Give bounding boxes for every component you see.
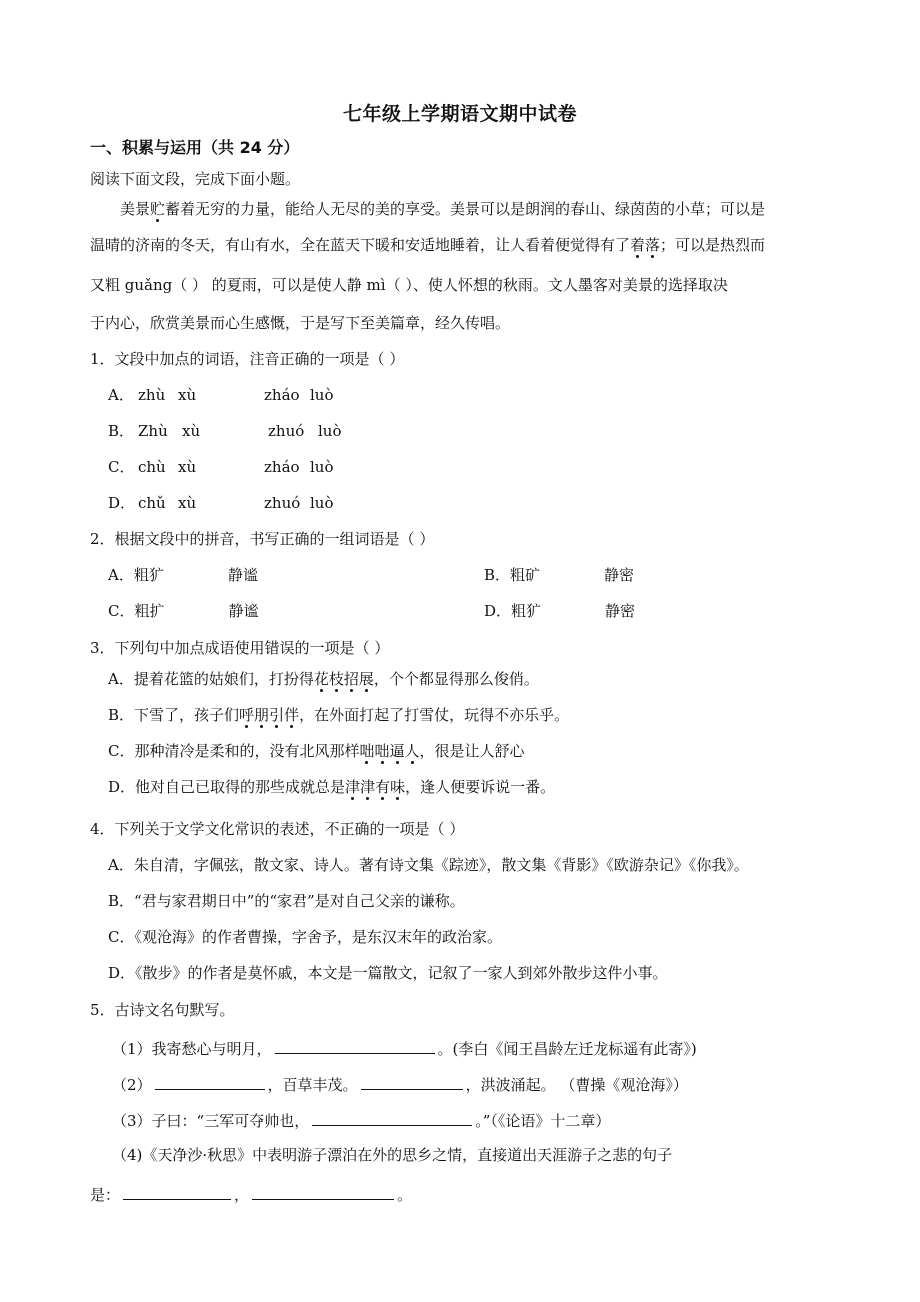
pinyin: luò: [310, 386, 334, 404]
pinyin: luò: [318, 422, 342, 440]
reading-instruction: 阅读下面文段，完成下面小题。: [90, 170, 301, 188]
option-label: B．: [484, 566, 511, 584]
pinyin: xù: [182, 422, 201, 440]
q3-option-c: [108, 744, 525, 759]
q5-item-2: [112, 1074, 688, 1093]
q2-option-c: [108, 604, 259, 619]
q5-item-3: [112, 1110, 610, 1129]
dotted-char: 招: [343, 670, 359, 688]
dotted-char: 逼: [389, 742, 405, 760]
option-text: ，逢人便要诉说一番。: [405, 778, 556, 796]
option-text: B．下雪了，孩子们: [108, 706, 240, 724]
dotted-char: 朋: [254, 706, 270, 724]
question-4-stem: 4．下列关于文学文化常识的表述，不正确的一项是（ ）: [90, 820, 465, 838]
option-label: D．: [484, 602, 512, 620]
q1-option-c: [108, 460, 334, 475]
q4-option-d: D．《散步》的作者是莫怀戚，本文是一篇散文，记叙了一家人到郊外散步这件小事。: [108, 964, 668, 982]
pinyin: zhuó: [268, 422, 305, 440]
passage-line-4: 于内心，欣赏美景而心生感慨，于是写下至美篇章，经久传唱。: [90, 314, 511, 332]
q5-item-4-line-1: （4)《天净沙·秋思》中表明游子漂泊在外的思乡之情，直接道出天涯游子之悲的句子: [112, 1146, 673, 1164]
option-text: ，很是让人舒心: [419, 742, 525, 760]
passage-text: 着无穷的力量，能给人无尽的美的享受。美景可以是朗润的春山、绿茵茵的小草；可以是: [180, 200, 766, 218]
dotted-char: 味: [390, 778, 406, 796]
option-word: 静密: [604, 566, 635, 584]
option-text: C．那种清冷是柔和的，没有北风那样: [108, 742, 360, 760]
option-label: A．: [108, 566, 134, 584]
option-word: 静谧: [227, 566, 258, 584]
passage-line-2: [90, 238, 765, 253]
pinyin: xù: [178, 386, 197, 404]
answer-blank[interactable]: [275, 1038, 435, 1054]
q3-option-d: [108, 780, 555, 795]
q1-option-d: [108, 496, 334, 511]
dotted-char: 展: [358, 670, 374, 688]
answer-blank[interactable]: [312, 1110, 472, 1126]
question-2-stem: 2．根据文段中的拼音，书写正确的一组词语是（ ）: [90, 530, 435, 548]
item-text: 。”（《论语》十二章）: [475, 1112, 611, 1130]
item-text: 。(李白《闻王昌龄左迁龙标遥有此寄》): [437, 1040, 697, 1058]
pinyin: chǔ: [138, 494, 166, 512]
dotted-char: 着: [630, 236, 646, 254]
passage-line-1: [120, 202, 765, 217]
dotted-char: 咄: [359, 742, 375, 760]
passage-text: 温晴的济南的冬天，有山有水，全在蓝天下暖和安适地睡着，让人看着便觉得有了: [90, 236, 631, 254]
pinyin: xù: [178, 458, 197, 476]
option-word: 粗犷: [133, 566, 164, 584]
answer-blank[interactable]: [155, 1074, 265, 1090]
q5-item-1: [112, 1038, 697, 1057]
item-text: ，: [234, 1186, 250, 1204]
option-word: 静密: [605, 602, 636, 620]
dotted-char: 贮: [150, 200, 166, 218]
pinyin: Zhù: [138, 422, 168, 440]
item-text: 。: [397, 1186, 413, 1204]
q2-option-a: [108, 568, 258, 583]
pinyin: xù: [178, 494, 197, 512]
q1-option-b: [108, 424, 342, 439]
item-text: （2）: [112, 1076, 152, 1094]
passage-text: ；可以是热烈而: [660, 236, 766, 254]
q3-option-a: [108, 672, 539, 687]
question-1-stem: 1．文段中加点的词语，注音正确的一项是（ ）: [90, 350, 405, 368]
section-heading: 一、积累与运用（共 24 分）: [90, 138, 300, 157]
item-text: ，洪波涌起。 （曹操《观沧海》）: [465, 1076, 688, 1094]
pinyin: chù: [138, 458, 166, 476]
option-word: 粗矿: [510, 566, 541, 584]
option-text: ，个个都显得那么俊俏。: [373, 670, 539, 688]
option-label: D．: [108, 494, 136, 512]
dotted-char: 津: [345, 778, 361, 796]
dotted-char: 引: [269, 706, 285, 724]
q5-item-4-line-2: [90, 1184, 412, 1203]
q4-option-b: B．“君与家君期日中”的“家君”是对自己父亲的谦称。: [108, 892, 465, 910]
option-text: D．他对自己已取得的那些成就总是: [108, 778, 346, 796]
option-label: C．: [108, 458, 135, 476]
option-word: 粗扩: [134, 602, 165, 620]
dotted-char: 伴: [284, 706, 300, 724]
option-word: 粗犷: [511, 602, 542, 620]
pinyin: luò: [310, 494, 334, 512]
option-text: ，在外面打起了打雪仗，玩得不亦乐乎。: [299, 706, 570, 724]
dotted-char: 有: [375, 778, 391, 796]
pinyin: zhù: [138, 386, 166, 404]
option-word: 静谧: [228, 602, 259, 620]
option-label: A．: [108, 386, 134, 404]
answer-blank[interactable]: [361, 1074, 463, 1090]
answer-blank[interactable]: [123, 1184, 231, 1200]
q1-option-a: [108, 388, 334, 403]
dotted-char: 咄: [374, 742, 390, 760]
option-label: B．: [108, 422, 135, 440]
q3-option-b: [108, 708, 569, 723]
item-text: （3）子曰：“三军可夺帅也，: [112, 1112, 310, 1130]
pinyin: zhuó: [264, 494, 301, 512]
pinyin: luò: [310, 458, 334, 476]
q4-option-a: A．朱自清，字佩弦，散文家、诗人。著有诗文集《踪迹》，散文集《背影》《欧游杂记》《你我》。: [108, 856, 749, 874]
dotted-char: 落: [645, 236, 661, 254]
question-5-stem: 5．古诗文名句默写。: [90, 1001, 235, 1019]
item-text: ，百草丰茂。: [267, 1076, 358, 1094]
option-label: C．: [108, 602, 135, 620]
item-text: （1）我寄愁心与明月，: [112, 1040, 272, 1058]
option-text: A．提着花篮的姑娘们，打扮得: [108, 670, 314, 688]
dotted-char: 枝: [328, 670, 344, 688]
dotted-char: 人: [404, 742, 420, 760]
question-3-stem: 3．下列句中加点成语使用错误的一项是（ ）: [90, 639, 390, 657]
q2-option-b: [484, 568, 634, 583]
q4-option-c: C．《观沧海》的作者曹操，字舍予，是东汉末年的政治家。: [108, 928, 502, 946]
dotted-char: 津: [360, 778, 376, 796]
q2-option-d: [484, 604, 635, 619]
pinyin: zháo: [264, 386, 300, 404]
page-title: 七年级上学期语文期中试卷: [342, 103, 577, 125]
dotted-char: 呼: [239, 706, 255, 724]
passage-text: 美景: [120, 200, 151, 218]
dotted-char: 花: [313, 670, 329, 688]
item-text: 是：: [90, 1186, 121, 1204]
passage-line-3: 又粗 guǎng（ ） 的夏雨，可以是使人静 mì（ ）、使人怀想的秋雨。文人墨客对美景的选择取决: [90, 276, 728, 294]
answer-blank[interactable]: [252, 1184, 394, 1200]
pinyin: zháo: [264, 458, 300, 476]
passage-text: 蓄: [165, 200, 181, 218]
